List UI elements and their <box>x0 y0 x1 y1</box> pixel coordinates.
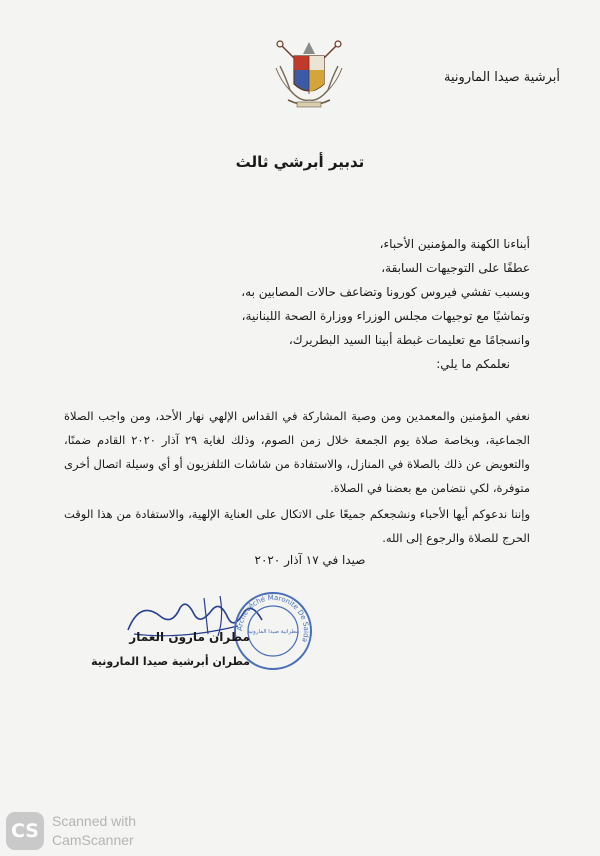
eparchy-header: أبرشية صيدا المارونية <box>444 70 560 85</box>
preamble-line: عطفًا على التوجيهات السابقة، <box>381 261 530 275</box>
list-intro: نعلمكم ما يلي: <box>436 357 510 371</box>
preamble-line: وتماشيًا مع توجيهات مجلس الوزراء ووزارة الصحة اللبنانية، <box>241 309 530 323</box>
camscanner-logo-icon: CS <box>6 812 44 850</box>
date-line: صيدا في ١٧ آذار ٢٠٢٠ <box>254 553 366 567</box>
watermark-line-2: CamScanner <box>52 832 134 848</box>
eparchy-crest-icon <box>270 38 348 112</box>
camscanner-watermark <box>6 812 186 852</box>
preamble-line: وبسبب تفشي فيروس كورونا وتضاعف حالات المصابين به، <box>241 285 530 299</box>
signer-name: مطران مارون العمار <box>129 630 250 644</box>
salutation-line: أبناءنا الكهنة والمؤمنين الأحباء، <box>379 237 530 251</box>
salutation-block <box>90 232 530 376</box>
document-title: تدبير أبرشي ثالث <box>235 153 365 171</box>
signer-title: مطران أبرشية صيدا المارونية <box>91 655 250 668</box>
paragraph-dispensation: نعفي المؤمنين والمعمدين ومن وصية المشاركة في القداس الإلهي نهار الأحد، ومن واجب الصلاة الجماعية، وبخاصة صلاة يوم الجمعة خلال زمن الصوم، وذلك لغاية ٢٩ آذار ٢٠٢٠ القادم ضمنًا، والتعويض عن ذلك بالصلاة في المنازل، والاستفادة من شاشات التلفزيون أو أي وسيلة اتصال أخرى متوفرة، لكي نتضامن مع بعضنا في الصلاة. <box>64 409 530 495</box>
stamp-center-text: مطرانية صيدا المارونية <box>247 629 299 635</box>
preamble-line: وانسجامًا مع تعليمات غبطة أبينا السيد البطريرك، <box>288 333 530 347</box>
watermark-line-1: Scanned with <box>52 813 137 829</box>
stamp-ring-text: Archevêché Maronite De Saida <box>235 593 311 644</box>
paragraph-exhortation: وإننا ندعوكم أيها الأحباء ونشجعكم جميعًا على الاتكال على العناية الإلهية، والاستفادة من هذا الوقت الحرج للصلاة والرجوع إلى الله. <box>64 507 530 545</box>
